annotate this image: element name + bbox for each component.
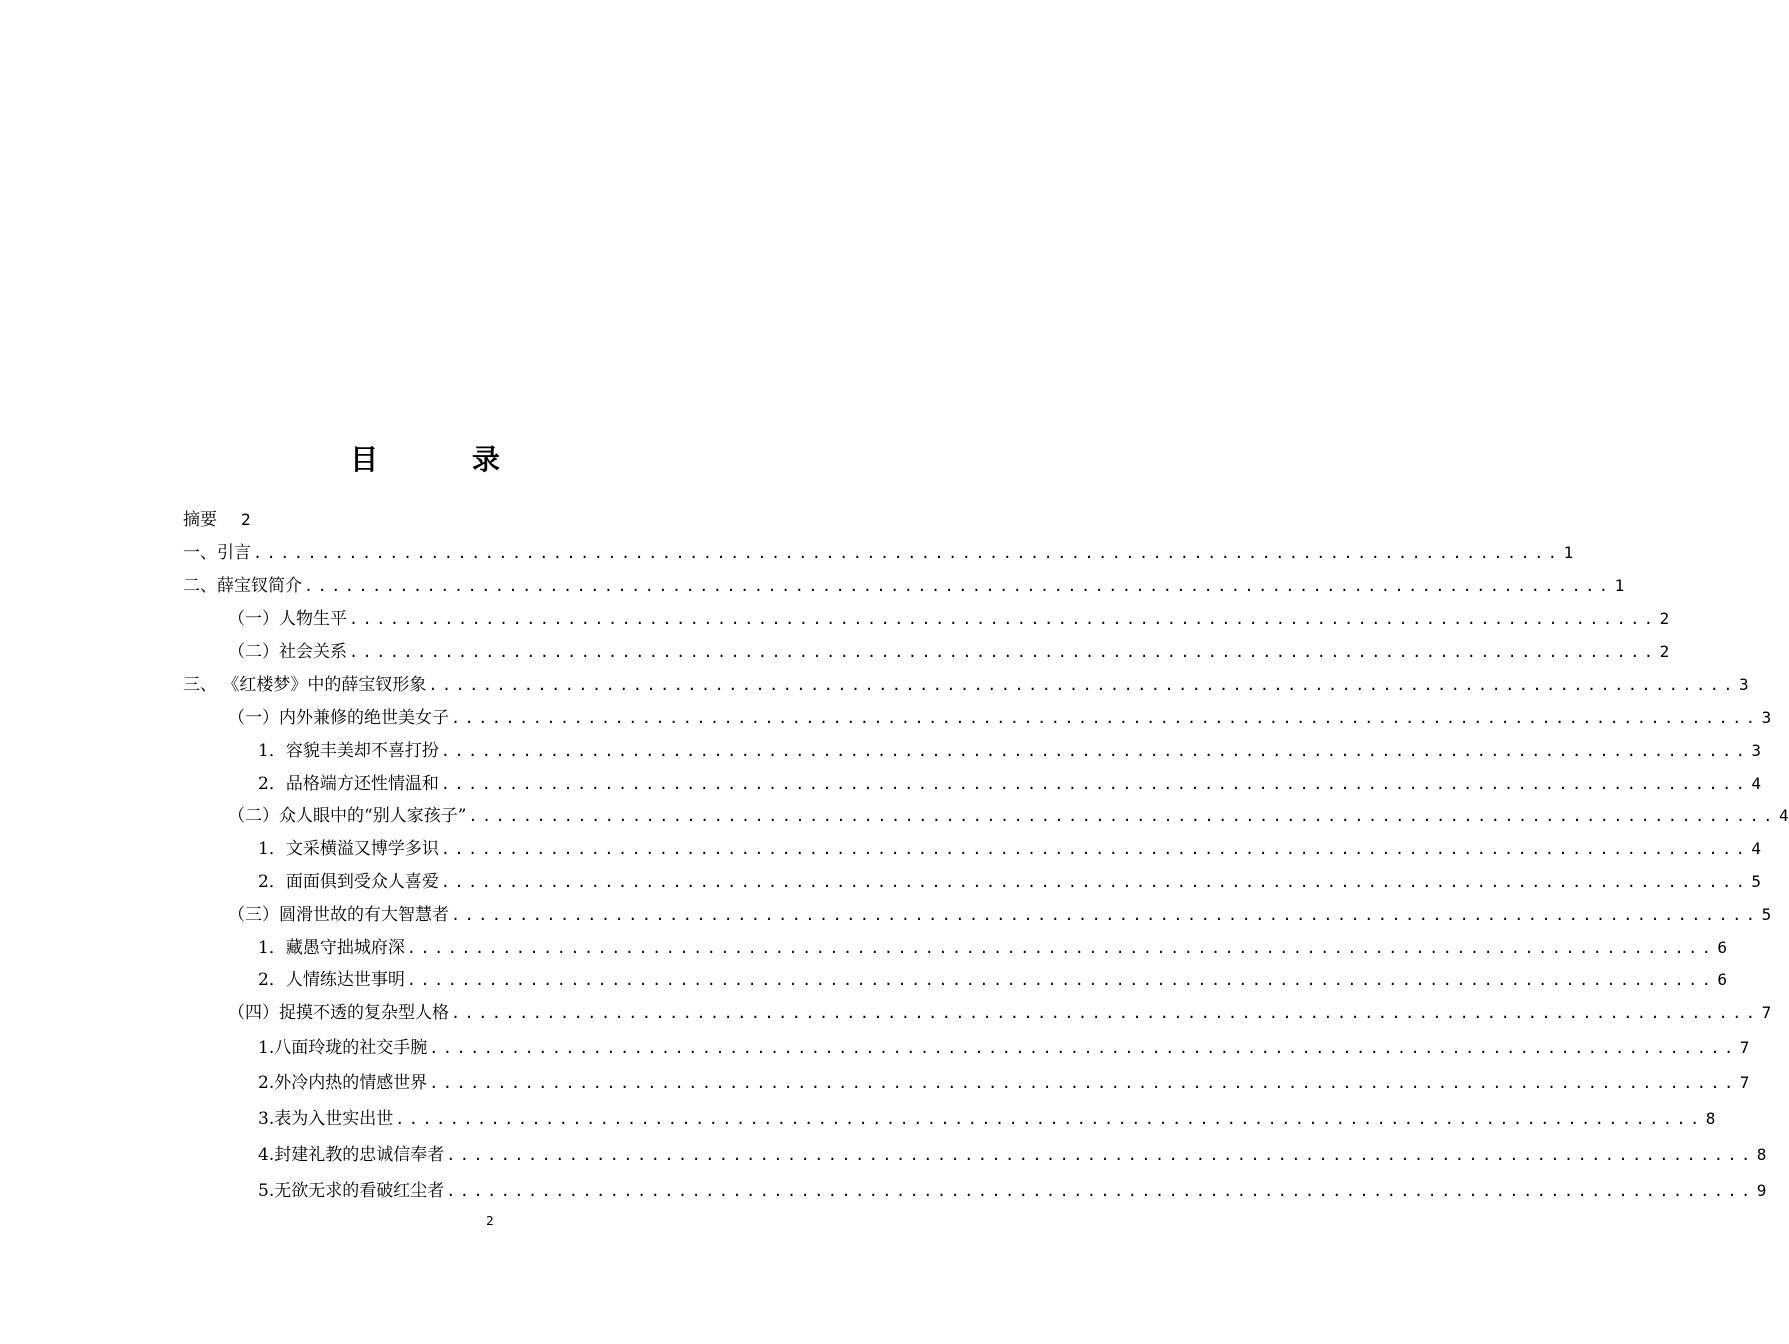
toc-entry-label: 2．品格端方还性情温和 [258, 774, 439, 794]
toc-entry[interactable] [258, 1180, 1767, 1202]
toc-entry-label: 摘要 [183, 510, 217, 530]
toc-entry-page: 5 [1761, 905, 1772, 924]
toc-entry[interactable] [183, 674, 1749, 696]
toc-entry[interactable] [228, 608, 1670, 630]
toc-entry-label: （三）圆滑世故的有大智慧者 [228, 905, 449, 925]
toc-dot-leader: ................................................................................................ [304, 577, 1613, 595]
toc-entry-label: 2．面面俱到受众人喜爱 [258, 872, 439, 892]
toc-entry[interactable] [183, 542, 1574, 564]
toc-entry-page: 4 [1778, 806, 1789, 825]
toc-dot-leader: ................................................................................................ [440, 775, 1750, 793]
toc-dot-leader: ................................................................................................ [429, 1074, 1738, 1092]
toc-entry[interactable] [258, 871, 1762, 893]
toc-entry[interactable] [258, 1072, 1750, 1094]
toc-entry[interactable] [228, 641, 1670, 663]
toc-entry-page: 3 [1738, 675, 1749, 694]
toc-entry-page: 7 [1761, 1003, 1772, 1022]
toc-entry-label: 2．人情练达世事明 [258, 970, 405, 990]
toc-dot-leader: ................................................................................................ [440, 873, 1750, 891]
toc-entry[interactable] [258, 1037, 1750, 1059]
toc-dot-leader: ................................................................................................ [446, 1182, 1755, 1200]
toc-dot-leader: ................................................................................................ [349, 643, 1658, 661]
toc-entry-label: （四）捉摸不透的复杂型人格 [228, 1003, 449, 1023]
toc-entry-page: 2 [1659, 642, 1670, 661]
toc-entry[interactable] [228, 805, 1789, 827]
toc-entry-page: 6 [1717, 938, 1728, 957]
toc-entry-page: 8 [1705, 1109, 1716, 1128]
toc-dot-leader: ................................................................................................ [451, 1004, 1760, 1022]
toc-entry-page: 5 [1751, 872, 1762, 891]
toc-entry-label: 一、引言 [183, 543, 251, 563]
toc-entry-page: 7 [1739, 1073, 1750, 1092]
toc-entry[interactable] [258, 838, 1762, 860]
toc-dot-leader: ................................................................................................ [429, 1039, 1738, 1057]
toc-dot-leader: ................................................................................................ [440, 840, 1750, 858]
toc-entry-page: 3 [1751, 741, 1762, 760]
toc-entry-page: 9 [1756, 1181, 1767, 1200]
toc-entry-label: 1．容貌丰美却不喜打扮 [258, 741, 439, 761]
toc-entry-label: （二）社会关系 [228, 642, 347, 662]
toc-entry-page: 2 [1659, 609, 1670, 628]
toc-entry-page: 7 [1739, 1038, 1750, 1057]
toc-entry-label: 5.无欲无求的看破红尘者 [258, 1181, 445, 1201]
toc-entry[interactable] [183, 575, 1625, 597]
toc-entry-page: 8 [1756, 1145, 1767, 1164]
toc-dot-leader: ................................................................................................ [349, 610, 1658, 628]
toc-entry-page: 1 [1563, 543, 1574, 562]
toc-entry[interactable] [228, 707, 1772, 729]
toc-dot-leader: ................................................................................................ [440, 742, 1750, 760]
toc-dot-leader: ................................................................................................ [395, 1110, 1704, 1128]
toc-entry-label: 3.表为入世实出世 [258, 1109, 394, 1129]
toc-dot-leader: ................................................................................................ [406, 939, 1716, 957]
toc-entry[interactable] [258, 969, 1728, 991]
toc-dot-leader: ................................................................................................ [468, 807, 1777, 825]
toc-entry-page: 4 [1751, 839, 1762, 858]
toc-dot-leader: ................................................................................................ [446, 1146, 1755, 1164]
toc-entry[interactable] [228, 904, 1772, 926]
toc-entry[interactable] [258, 740, 1762, 762]
toc-entry-label: （一）人物生平 [228, 609, 347, 629]
toc-entry[interactable] [258, 1108, 1716, 1130]
toc-dot-leader: ................................................................................................ [406, 971, 1716, 989]
toc-entry-label: 1.八面玲珑的社交手腕 [258, 1038, 428, 1058]
toc-entry-label: 1．文采横溢又博学多识 [258, 839, 439, 859]
toc-dot-leader: ................................................................................................ [253, 544, 1562, 562]
toc-entry-page: 2 [241, 510, 251, 529]
toc-entry-page: 1 [1614, 576, 1625, 595]
toc-entry-page: 3 [1761, 708, 1772, 727]
toc-entry-label: 二、薛宝钗简介 [183, 576, 302, 596]
toc-entry-page: 4 [1751, 774, 1762, 793]
toc-entry[interactable] [228, 1002, 1772, 1024]
toc-entry[interactable] [258, 1144, 1767, 1166]
toc-dot-leader: ................................................................................................ [451, 709, 1760, 727]
toc-entry-abstract[interactable] [183, 509, 251, 531]
toc-title: 目 录 [350, 443, 542, 476]
page-number: 2 [486, 1214, 494, 1228]
toc-entry[interactable] [258, 937, 1728, 959]
toc-dot-leader: ................................................................................................ [451, 906, 1760, 924]
toc-entry-label: 4.封建礼教的忠诚信奉者 [258, 1145, 445, 1165]
toc-entry[interactable] [258, 773, 1762, 795]
toc-dot-leader: ................................................................................................ [428, 676, 1737, 694]
toc-entry-label: 2.外冷内热的情感世界 [258, 1073, 428, 1093]
toc-entry-page: 6 [1717, 970, 1728, 989]
toc-entry-label: 1．藏愚守拙城府深 [258, 938, 405, 958]
toc-entry-label: 三、 《红楼梦》中的薛宝钗形象 [183, 675, 427, 695]
toc-entry-label: （二）众人眼中的“别人家孩子” [228, 806, 467, 826]
toc-entry-label: （一）内外兼修的绝世美女子 [228, 708, 449, 728]
